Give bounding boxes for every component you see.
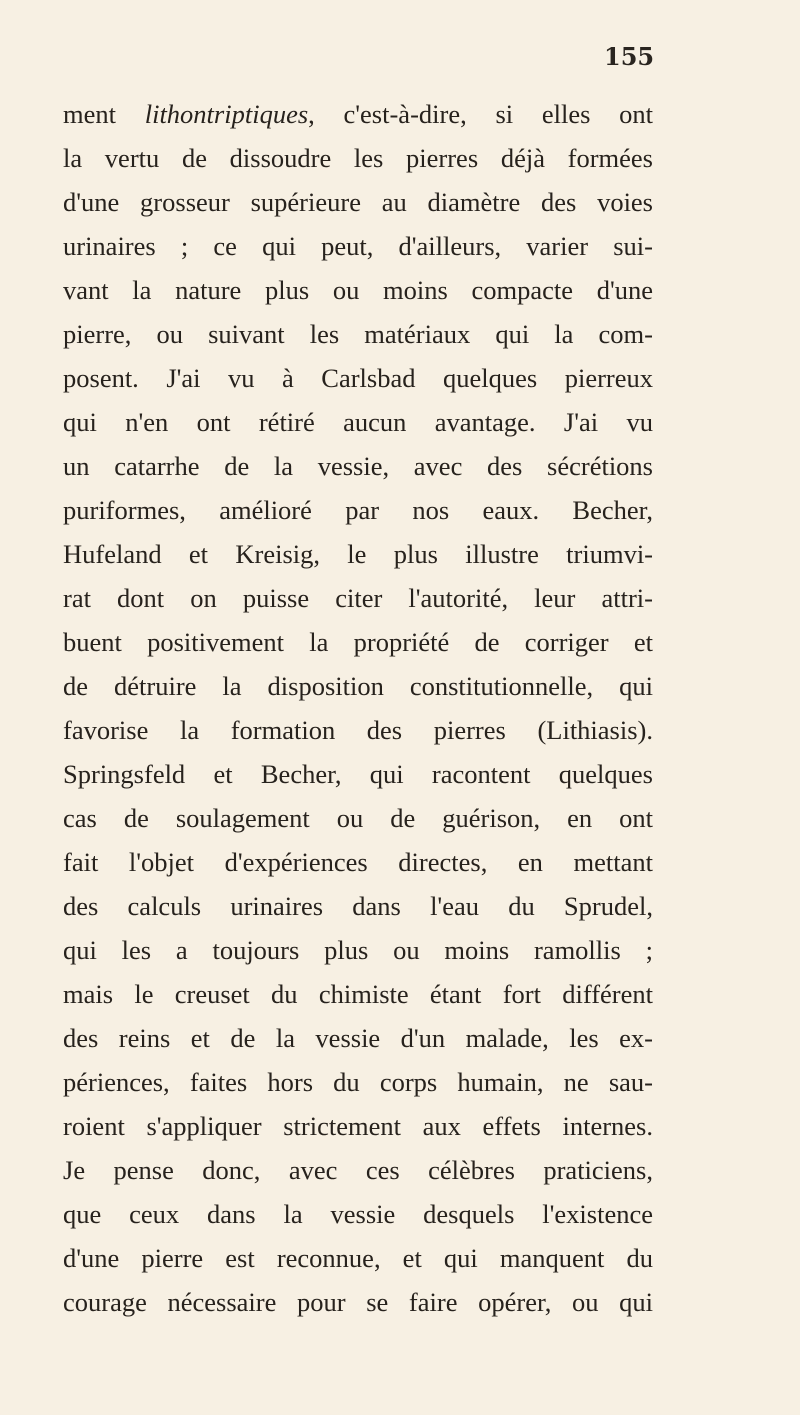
text-line: d'une pierre est reconnue, et qui manquent du [63,1243,653,1273]
text-line: cas de soulagement ou de guérison, en ont [63,803,653,833]
text-line: la vertu de dissoudre les pierres déjà formées [63,143,653,173]
text-line: de détruire la disposition constitutionnelle, qui [63,671,653,701]
text-line: puriformes, amélioré par nos eaux. Becher, [63,495,653,525]
text-line: Springsfeld et Becher, qui racontent quelques [63,759,653,789]
text-line: favorise la formation des pierres (Lithiasis). [63,715,653,745]
text-line: urinaires ; ce qui peut, d'ailleurs, varier sui- [63,231,653,261]
text-line: des calculs urinaires dans l'eau du Sprudel, [63,891,653,921]
text-line: roient s'appliquer strictement aux effets internes. [63,1111,653,1141]
text-line: mais le creuset du chimiste étant fort différent [63,979,653,1009]
text-line: pierre, ou suivant les matériaux qui la com- [63,319,653,349]
text-line: courage nécessaire pour se faire opérer, ou qui [63,1287,653,1317]
text-line: buent positivement la propriété de corriger et [63,627,653,657]
text-line: qui n'en ont rétiré aucun avantage. J'ai vu [63,407,653,437]
body-text [63,92,653,1324]
text-line: d'une grosseur supérieure au diamètre des voies [63,187,653,217]
text-line: rat dont on puisse citer l'autorité, leur attri- [63,583,653,613]
text-line: posent. J'ai vu à Carlsbad quelques pierreux [63,363,653,393]
page-number: 155 [604,42,655,71]
italic-term: lithontriptiques [144,99,309,129]
text-line: Je pense donc, avec ces célèbres praticiens, [63,1155,653,1185]
text-line: que ceux dans la vessie desquels l'existence [63,1199,653,1229]
text-line: qui les a toujours plus ou moins ramollis ; [63,935,653,965]
text-line: Hufeland et Kreisig, le plus illustre triumvi- [63,539,653,569]
text-line: fait l'objet d'expériences directes, en mettant [63,847,653,877]
text-line: des reins et de la vessie d'un malade, les ex- [63,1023,653,1053]
text-line: un catarrhe de la vessie, avec des sécrétions [63,451,653,481]
text-line: périences, faites hors du corps humain, ne sau- [63,1067,653,1097]
text-line: vant la nature plus ou moins compacte d'une [63,275,653,305]
text-line: ment lithontriptiques, c'est-à-dire, si elles ont [63,99,653,129]
